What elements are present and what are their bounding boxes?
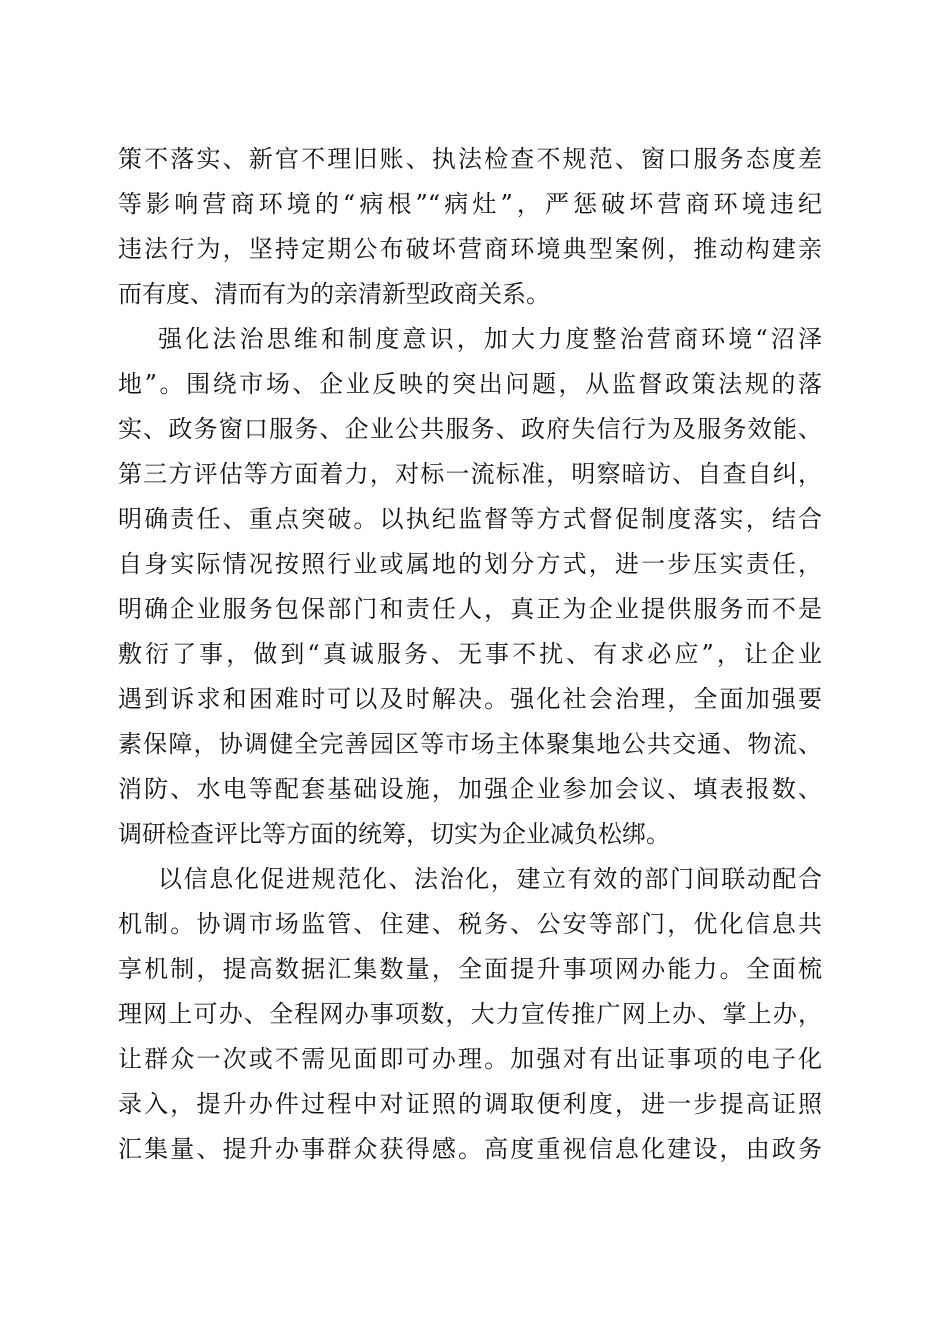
text-line: 素保障，协调健全完善园区等市场主体聚集地公共交通、物流、 (118, 730, 822, 758)
text-line: 机制。协调市场监管、住建、税务、公安等部门，优化信息共 (118, 910, 822, 938)
text-line: 享机制，提高数据汇集数量，全面提升事项网办能力。全面梳 (118, 955, 822, 983)
text-line: 地”。围绕市场、企业反映的突出问题，从监督政策法规的落 (118, 370, 822, 398)
text-line: 明确企业服务包保部门和责任人，真正为企业提供服务而不是 (118, 595, 822, 623)
text-line: 汇集量、提升办事群众获得感。高度重视信息化建设，由政务 (118, 1135, 822, 1163)
text-line: 策不落实、新官不理旧账、执法检查不规范、窗口服务态度差 (118, 145, 822, 173)
text-line: 理网上可办、全程网办事项数，大力宣传推广网上办、掌上办， (118, 1000, 822, 1028)
paragraph-start-line: 以信息化促进规范化、法治化，建立有效的部门间联动配合 (158, 865, 822, 893)
document-page (118, 137, 822, 1172)
text-line: 调研检查评比等方面的统筹，切实为企业减负松绑。 (118, 820, 670, 848)
text-line: 实、政务窗口服务、企业公共服务、政府失信行为及服务效能、 (118, 415, 822, 443)
text-line: 让群众一次或不需见面即可办理。加强对有出证事项的电子化 (118, 1045, 822, 1073)
text-line: 等影响营商环境的“病根”“病灶”，严惩破坏营商环境违纪 (118, 190, 822, 218)
text-line: 遇到诉求和困难时可以及时解决。强化社会治理，全面加强要 (118, 685, 822, 713)
text-line: 违法行为，坚持定期公布破坏营商环境典型案例，推动构建亲 (118, 235, 822, 263)
paragraph-start-line: 强化法治思维和制度意识，加大力度整治营商环境“沼泽 (158, 325, 822, 353)
text-line: 消防、水电等配套基础设施，加强企业参加会议、填表报数、 (118, 775, 822, 803)
text-line: 而有度、清而有为的亲清新型政商关系。 (118, 280, 550, 308)
text-line: 录入，提升办件过程中对证照的调取便利度，进一步提高证照 (118, 1090, 822, 1118)
text-line: 自身实际情况按照行业或属地的划分方式，进一步压实责任， (118, 550, 822, 578)
text-line: 明确责任、重点突破。以执纪监督等方式督促制度落实，结合 (118, 505, 822, 533)
text-line: 第三方评估等方面着力，对标一流标准，明察暗访、自查自纠， (118, 460, 822, 488)
text-line: 敷衍了事，做到“真诚服务、无事不扰、有求必应”，让企业 (118, 640, 822, 668)
